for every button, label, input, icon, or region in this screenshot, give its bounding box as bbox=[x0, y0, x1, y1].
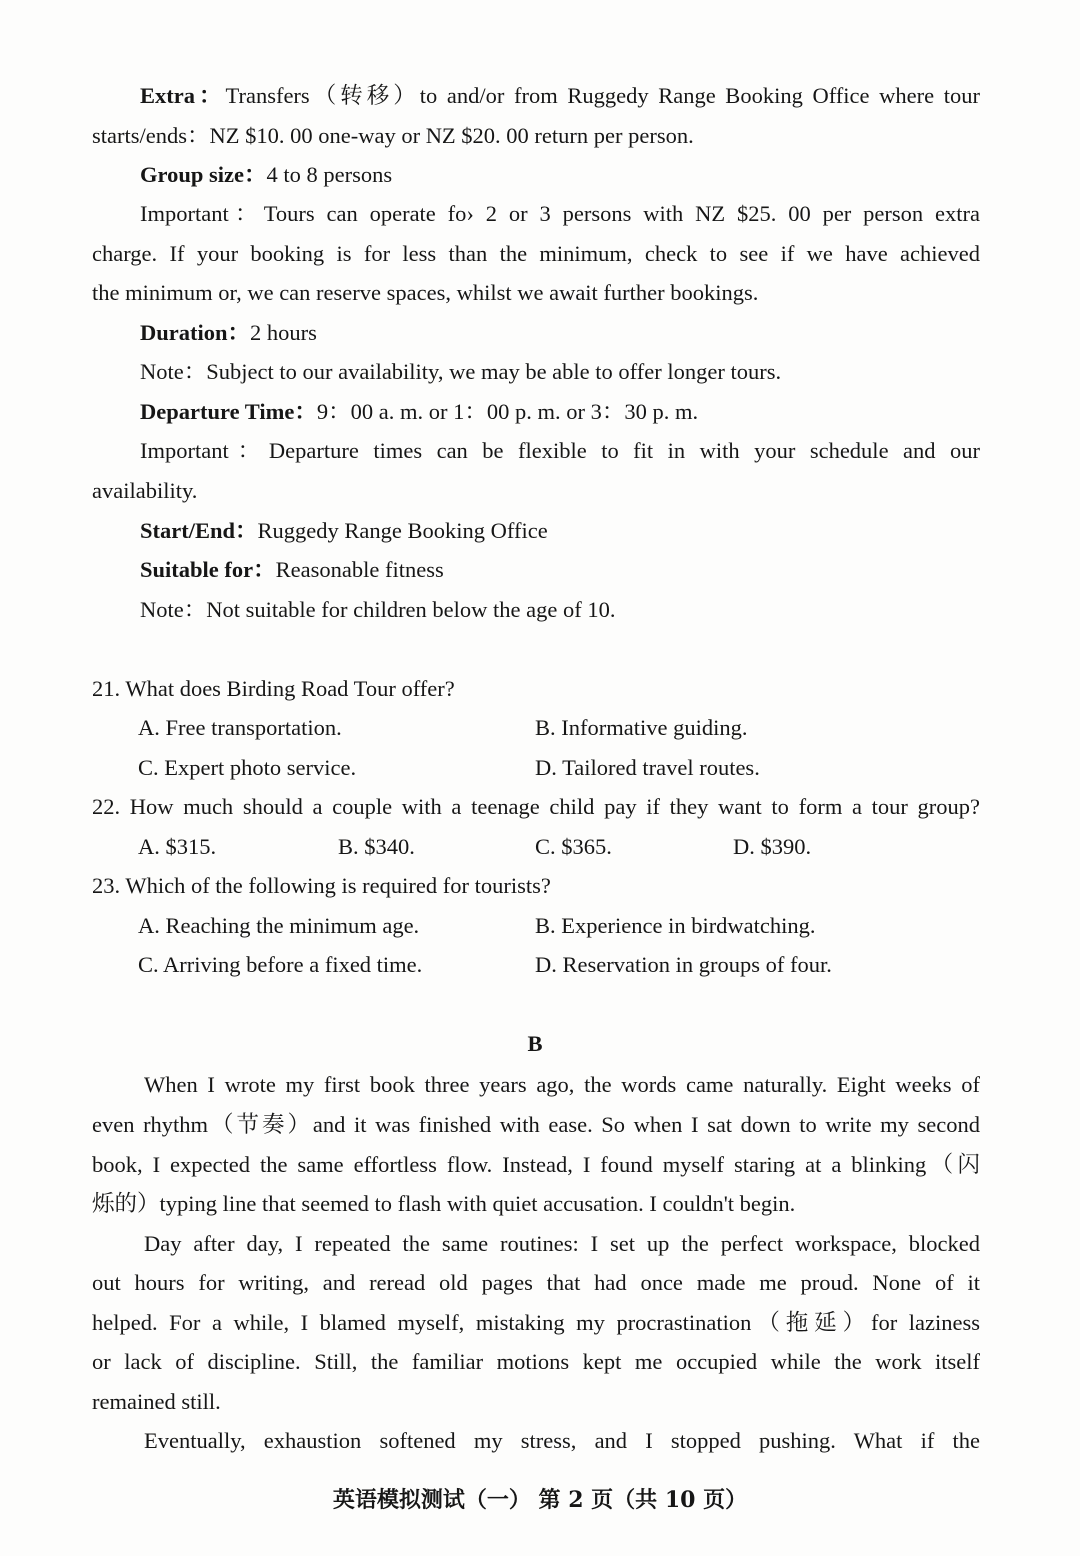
passage-b-p1-l2: even rhythm（节奏）and it was finished with ease. So when I sat down to write my second bbox=[92, 1112, 980, 1137]
suitable-label: Suitable for bbox=[140, 557, 254, 582]
q21-option-a: A. Free transportation. bbox=[138, 715, 342, 740]
suitable-text: Reasonable fitness bbox=[275, 557, 444, 582]
q22-option-d: D. $390. bbox=[733, 834, 812, 859]
important1-line-3: the minimum or, we can reserve spaces, whilst we await further bookings. bbox=[92, 280, 759, 305]
departure-label: Departure Time bbox=[140, 399, 295, 424]
duration-text: 2 hours bbox=[250, 320, 317, 345]
passage-b-p2-l5: remained still. bbox=[92, 1389, 221, 1414]
q22-option-c: C. $365. bbox=[535, 834, 612, 859]
question-21-stem: 21. What does Birding Road Tour offer? bbox=[92, 676, 455, 701]
passage-b-p2-l1: Day after day, I repeated the same routines: I set up the perfect workspace, blocked bbox=[144, 1231, 980, 1256]
extra-line-2: starts/ends：NZ $10. 00 one-way or NZ $20. 00 return per person. bbox=[92, 123, 694, 148]
passage-b-p2-l2: out hours for writing, and reread old pages that had once made me proud. None of it bbox=[92, 1270, 980, 1295]
question-23-stem: 23. Which of the following is required for tourists? bbox=[92, 873, 551, 898]
start-end-line: Start/End：Ruggedy Range Booking Office bbox=[140, 518, 548, 543]
suitable-line: Suitable for：Reasonable fitness bbox=[140, 557, 444, 582]
important1-line-1: Important：Tours can operate fo› 2 or 3 persons with NZ $25. 00 per person extra bbox=[140, 201, 980, 226]
start-end-label: Start/End bbox=[140, 518, 236, 543]
q21-option-d: D. Tailored travel routes. bbox=[535, 755, 760, 780]
important2-line-1: Important：Departure times can be flexible to fit in with your schedule and our bbox=[140, 438, 980, 463]
departure-line: Departure Time：9：00 a. m. or 1：00 p. m. or 3：30 p. m. bbox=[140, 399, 699, 424]
passage-b-p2-l3: helped. For a while, I blamed myself, mistaking my procrastination（拖延）for laziness bbox=[92, 1310, 980, 1335]
start-end-text: Ruggedy Range Booking Office bbox=[257, 518, 548, 543]
passage-b-p2-l4: or lack of discipline. Still, the familiar motions kept me occupied while the work itself bbox=[92, 1349, 980, 1374]
section-b-heading: B bbox=[527, 1031, 543, 1056]
note2-line: Note：Not suitable for children below the age of 10. bbox=[140, 597, 616, 622]
note1-line: Note：Subject to our availability, we may be able to offer longer tours. bbox=[140, 359, 782, 384]
q23-option-a: A. Reaching the minimum age. bbox=[138, 913, 420, 938]
q22-option-a: A. $315. bbox=[138, 834, 217, 859]
duration-line: Duration：2 hours bbox=[140, 320, 317, 345]
group-size-line: Group size：4 to 8 persons bbox=[140, 162, 393, 187]
extra-line-1: Extra：Transfers（转移）to and/or from Ruggedy Range Booking Office where tour bbox=[140, 83, 980, 108]
group-size-label: Group size bbox=[140, 162, 244, 187]
passage-b-p1-l4: 烁的）typing line that seemed to flash with quiet accusation. I couldn't begin. bbox=[92, 1191, 796, 1216]
passage-b-p1-l3: book, I expected the same effortless flow. Instead, I found myself staring at a blinking（闪 bbox=[92, 1152, 980, 1177]
extra-text-1: Transfers（转移）to and/or from Ruggedy Range Booking Office where tour bbox=[225, 83, 980, 108]
passage-b-p3-l1: Eventually, exhaustion softened my stress, and I stopped pushing. What if the bbox=[144, 1428, 980, 1453]
q23-option-d: D. Reservation in groups of four. bbox=[535, 952, 832, 977]
page-footer: 英语模拟测试（一） 第 2 页（共 10 页） bbox=[332, 1487, 748, 1513]
group-size-text: 4 to 8 persons bbox=[266, 162, 393, 187]
question-22-stem: 22. How much should a couple with a teenage child pay if they want to form a tour group? bbox=[92, 794, 980, 819]
q22-option-b: B. $340. bbox=[338, 834, 415, 859]
q23-option-c: C. Arriving before a fixed time. bbox=[138, 952, 423, 977]
duration-label: Duration bbox=[140, 320, 228, 345]
extra-label: Extra bbox=[140, 83, 195, 108]
q21-option-c: C. Expert photo service. bbox=[138, 755, 357, 780]
passage-b-p1-l1: When I wrote my first book three years ago, the words came naturally. Eight weeks of bbox=[144, 1072, 980, 1097]
important2-line-2: availability. bbox=[92, 478, 198, 503]
important1-line-2: charge. If your booking is for less than the minimum, check to see if we have achieved bbox=[92, 241, 980, 266]
q23-option-b: B. Experience in birdwatching. bbox=[535, 913, 816, 938]
departure-text: 9：00 a. m. or 1：00 p. m. or 3：30 p. m. bbox=[316, 399, 699, 424]
q21-option-b: B. Informative guiding. bbox=[535, 715, 748, 740]
